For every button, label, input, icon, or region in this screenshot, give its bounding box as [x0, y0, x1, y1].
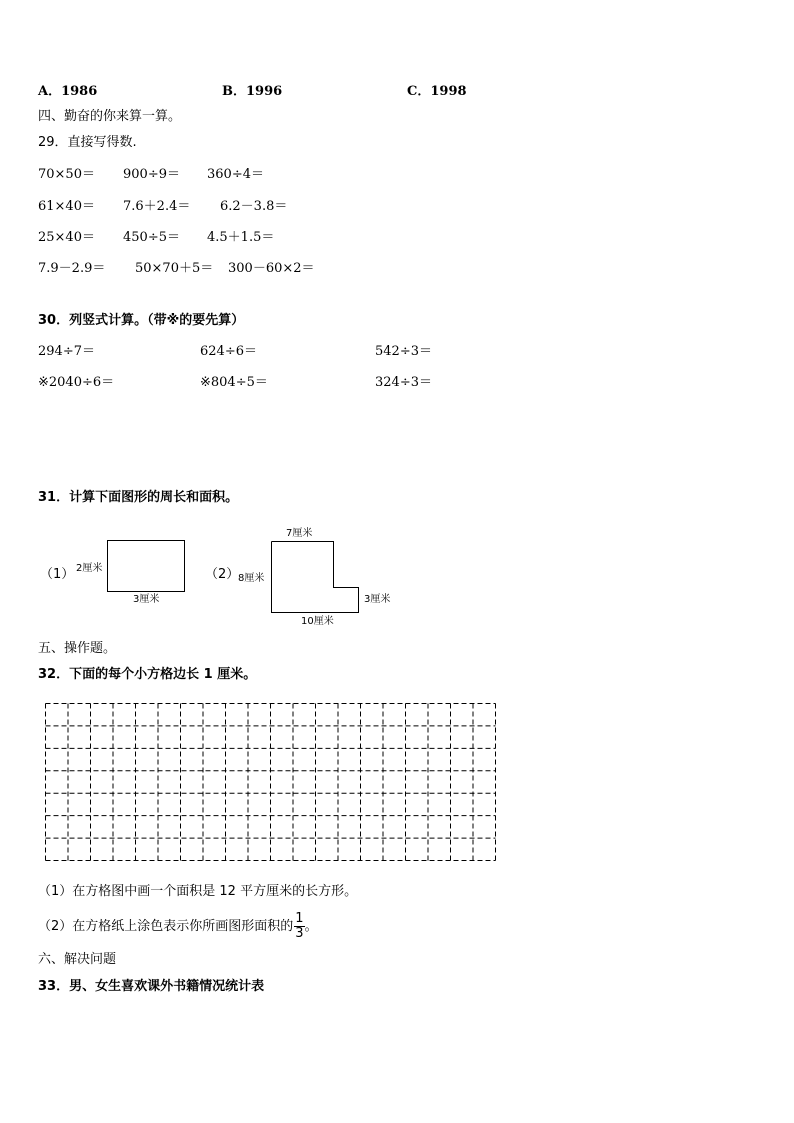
square-grid	[45, 703, 497, 862]
q32-task2-text: （2）在方格纸上涂色表示你所画图形面积的	[38, 919, 294, 934]
q29-item: 6.2－3.8＝	[220, 199, 288, 214]
q29-item: 61×40＝	[38, 199, 95, 214]
q30-item: 624÷6＝	[200, 344, 257, 359]
q29-item: 7.9－2.9＝	[38, 261, 106, 276]
q29-item: 7.6＋2.4＝	[123, 199, 191, 214]
fig1-bottom-label: 3厘米	[133, 594, 160, 605]
q31-title: 31．计算下面图形的周长和面积。	[38, 490, 239, 505]
q29-item: 450÷5＝	[123, 230, 180, 245]
rectangle-shape	[108, 541, 185, 592]
fig1-label: （1）	[40, 567, 75, 582]
q29-item: 25×40＝	[38, 230, 95, 245]
q30-item: 324÷3＝	[375, 375, 432, 390]
section4-heading: 四、勤奋的你来算一算。	[38, 109, 182, 124]
section5-heading: 五、操作题。	[38, 641, 117, 656]
choice-b: B．1996	[222, 84, 283, 99]
choice-c: C．1998	[407, 84, 467, 99]
fig2-top-label: 7厘米	[286, 528, 313, 539]
q32-title: 32．下面的每个小方格边长 1 厘米。	[38, 667, 257, 682]
q29-item: 900÷9＝	[123, 167, 180, 182]
fig2-left-label: 8厘米	[238, 573, 265, 584]
choice-a: A．1986	[38, 84, 98, 99]
q29-item: 4.5＋1.5＝	[207, 230, 275, 245]
fraction	[294, 912, 304, 941]
fig2-right-label: 3厘米	[364, 594, 391, 605]
q32-task2	[38, 912, 318, 941]
q29-item: 300－60×2＝	[228, 261, 315, 276]
fig2-label: （2）	[205, 567, 240, 582]
section6-heading: 六、解决问题	[38, 952, 117, 967]
q30-title: 30．列竖式计算。（带※的要先算）	[38, 313, 245, 328]
q32-task1: （1）在方格图中画一个面积是 12 平方厘米的长方形。	[38, 884, 358, 899]
q30-item: 294÷7＝	[38, 344, 95, 359]
q29-title: 29．直接写得数.	[38, 135, 137, 150]
fig1-side-label: 2厘米	[76, 563, 103, 574]
q32-task2-suffix: 。	[304, 919, 318, 934]
l-shape	[272, 542, 359, 613]
fraction-denominator: 3	[295, 926, 304, 941]
fig2-bottom-label: 10厘米	[301, 616, 334, 627]
q30-item: ※2040÷6＝	[38, 375, 115, 390]
q30-item: ※804÷5＝	[200, 375, 268, 390]
q29-item: 360÷4＝	[207, 167, 264, 182]
q30-item: 542÷3＝	[375, 344, 432, 359]
q29-item: 70×50＝	[38, 167, 95, 182]
fraction-numerator: 1	[295, 911, 304, 926]
q29-item: 50×70＋5＝	[135, 261, 214, 276]
q33-title: 33．男、女生喜欢课外书籍情况统计表	[38, 979, 265, 994]
